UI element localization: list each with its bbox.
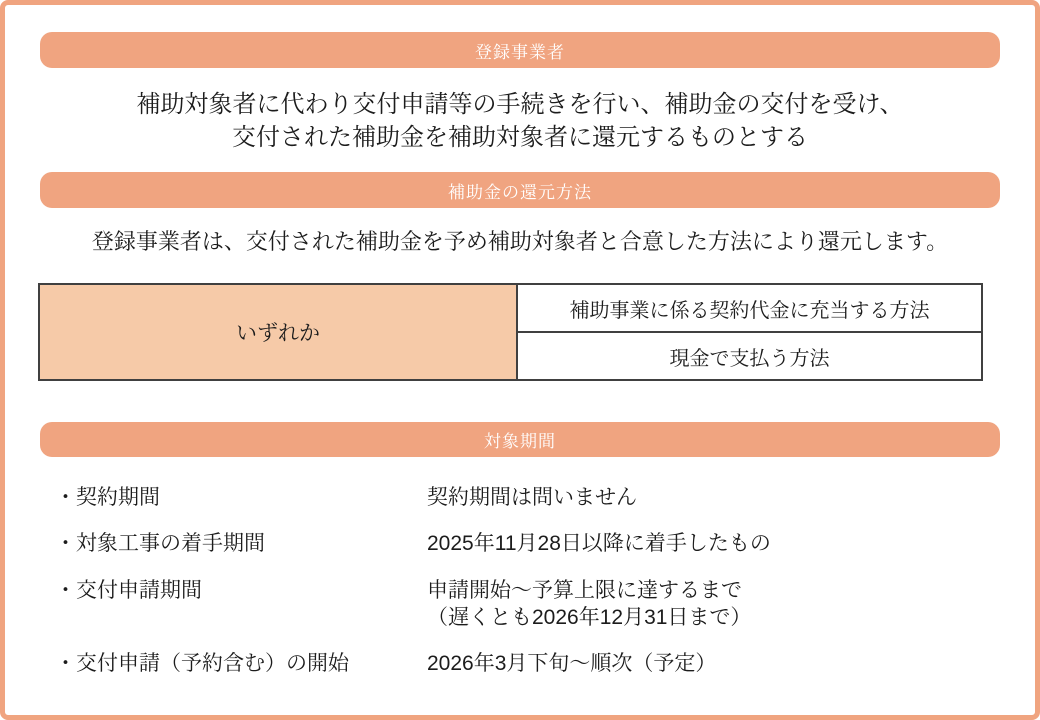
refund-options-table — [38, 283, 983, 381]
refund-options-list — [518, 285, 981, 379]
period-item-label: ・交付申請（予約含む）の開始 — [55, 652, 349, 675]
registered-operator-description — [0, 88, 1040, 154]
period-item-label: ・交付申請期間 — [55, 579, 202, 602]
banner-target-period — [40, 422, 1000, 457]
period-item-value — [427, 577, 751, 631]
period-item-value: 2025年11月28日以降に着手したもの — [427, 532, 771, 555]
refund-option-pay-in-cash: 現金で支払う方法 — [518, 333, 981, 379]
banner-registered-operator-label: 登録事業者 — [475, 42, 565, 62]
refund-options-selector-cell — [40, 285, 518, 379]
registered-operator-description-line2: 交付された補助金を補助対象者に還元するものとする — [232, 124, 808, 151]
period-item-value: 契約期間は問いません — [427, 486, 637, 509]
period-item-value-line1: 申請開始～予算上限に達するまで — [427, 579, 742, 602]
banner-refund-method-label: 補助金の還元方法 — [448, 182, 592, 202]
period-item-value-line2: （遅くとも2026年12月31日まで） — [427, 606, 752, 629]
refund-method-statement: 登録事業者は、交付された補助金を予め補助対象者と合意した方法により還元します。 — [91, 229, 949, 254]
period-item-value: 2026年3月下旬～順次（予定） — [427, 652, 717, 675]
registered-operator-description-line1: 補助対象者に代わり交付申請等の手続きを行い、補助金の交付を受け、 — [136, 91, 904, 118]
refund-options-selector-label: いずれか — [236, 322, 320, 345]
banner-refund-method — [40, 172, 1000, 208]
period-item-label: ・対象工事の着手期間 — [55, 532, 265, 555]
banner-target-period-label: 対象期間 — [484, 432, 556, 451]
banner-registered-operator — [40, 32, 1000, 68]
refund-option-charge-to-contract: 補助事業に係る契約代金に充当する方法 — [518, 285, 981, 333]
period-item-label: ・契約期間 — [55, 486, 160, 509]
